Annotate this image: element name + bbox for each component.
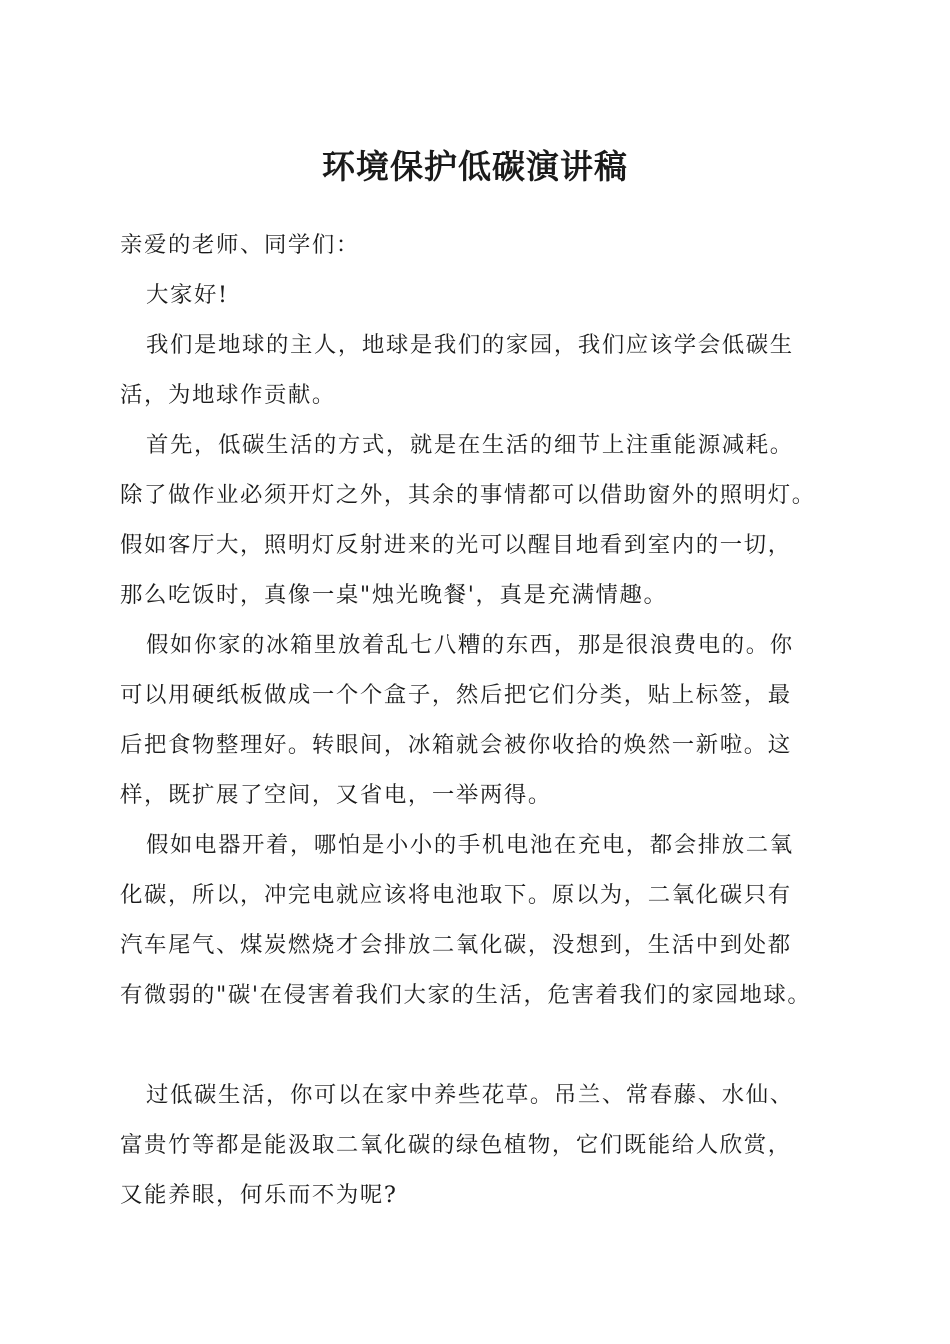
- paragraph-line: 活，为地球作贡献。: [120, 382, 336, 408]
- paragraph-line: 有微弱的"碳'在侵害着我们大家的生活，危害着我们的家园地球。: [120, 982, 812, 1008]
- paragraph-line: 化碳，所以，冲完电就应该将电池取下。原以为，二氧化碳只有: [120, 882, 792, 908]
- paragraph-line: 汽车尾气、煤炭燃烧才会排放二氧化碳，没想到，生活中到处都: [120, 932, 792, 958]
- paragraph-2: [120, 420, 855, 620]
- paragraph-spacer: [120, 1020, 855, 1070]
- salutation: 亲爱的老师、同学们：: [120, 232, 360, 258]
- greeting: 大家好!: [146, 282, 229, 308]
- paragraph-line: 过低碳生活，你可以在家中养些花草。吊兰、常春藤、水仙、: [146, 1082, 794, 1108]
- paragraph-5: [120, 1070, 855, 1220]
- paragraph-line: 又能养眼，何乐而不为呢?: [120, 1182, 398, 1208]
- document-body: [120, 220, 855, 1220]
- paragraph-line: 假如电器开着，哪怕是小小的手机电池在充电，都会排放二氧: [146, 832, 794, 858]
- paragraph-3: [120, 620, 855, 820]
- paragraph-line: 那么吃饭时，真像一桌"烛光晚餐'，真是充满情趣。: [120, 582, 668, 608]
- paragraph-4: [120, 820, 855, 1020]
- paragraph-line: 后把食物整理好。转眼间，冰箱就会被你收拾的焕然一新啦。这: [120, 732, 792, 758]
- paragraph-line: 假如客厅大，照明灯反射进来的光可以醒目地看到室内的一切，: [120, 532, 792, 558]
- paragraph-line: 我们是地球的主人，地球是我们的家园，我们应该学会低碳生: [146, 332, 794, 358]
- paragraph-line: 可以用硬纸板做成一个个盒子，然后把它们分类，贴上标签，最: [120, 682, 792, 708]
- paragraph-line: 除了做作业必须开灯之外，其余的事情都可以借助窗外的照明灯。: [120, 482, 816, 508]
- paragraph-line: 富贵竹等都是能汲取二氧化碳的绿色植物，它们既能给人欣赏，: [120, 1132, 792, 1158]
- paragraph-line: 样，既扩展了空间，又省电，一举两得。: [120, 782, 552, 808]
- paragraph-line: 假如你家的冰箱里放着乱七八糟的东西，那是很浪费电的。你: [146, 632, 794, 658]
- paragraph-line: 首先，低碳生活的方式，就是在生活的细节上注重能源减耗。: [146, 432, 794, 458]
- paragraph-1: [120, 320, 855, 420]
- document-title: 环境保护低碳演讲稿: [322, 147, 628, 186]
